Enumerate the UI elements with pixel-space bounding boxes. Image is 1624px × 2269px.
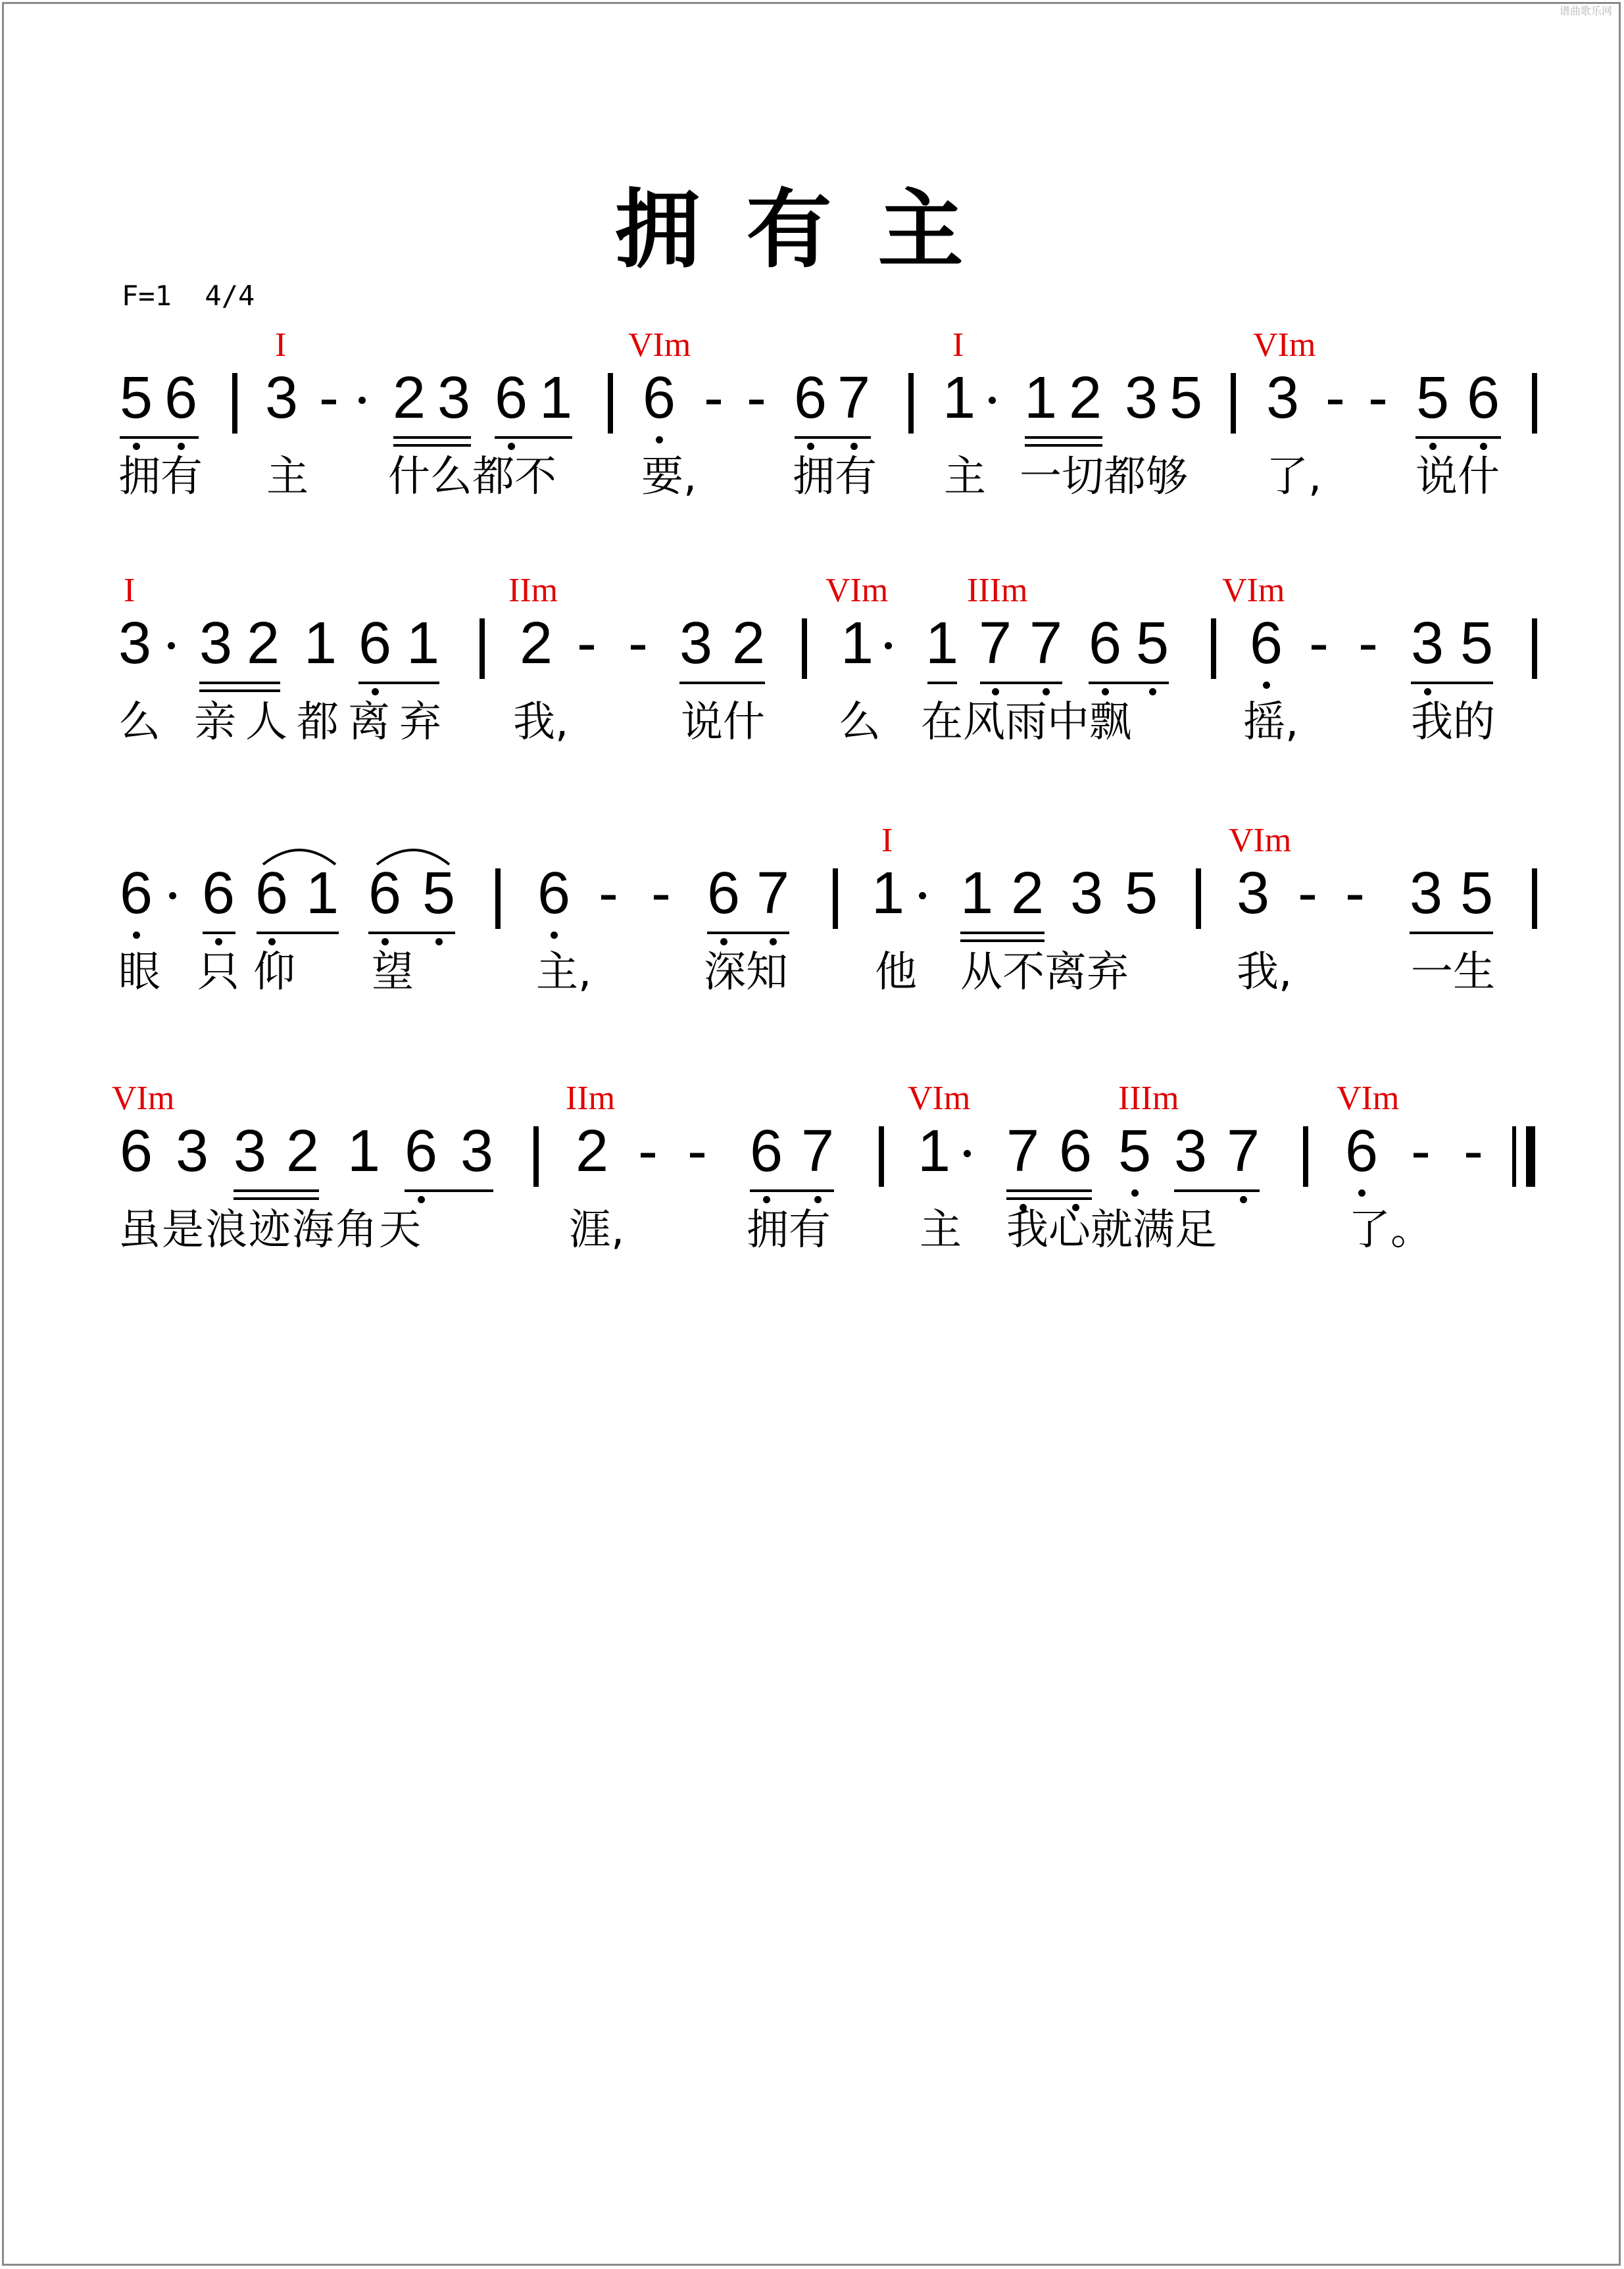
barline [879,1126,884,1187]
chord-label: VIm [908,1080,971,1117]
low-octave-dot [1240,1196,1247,1203]
barline [480,618,485,679]
lyric: 涯, [569,1206,625,1255]
lyric: 拥有 [747,1206,831,1255]
note: 5 [1460,611,1494,676]
note: 3 [437,365,471,431]
note: 6 [706,860,741,926]
lyric: 我, [513,698,569,747]
chord-label: VIm [1253,326,1316,364]
chord-label: VIm [825,572,889,609]
underline [203,932,235,934]
barline [1231,373,1236,434]
lyric: 拥有 [118,453,203,501]
barline [533,1126,539,1187]
lyric: 说什 [681,698,765,747]
note: 2 [1068,365,1102,431]
underline [120,436,199,439]
score-row-1 [0,326,1624,523]
final-barline-thin [1512,1126,1516,1187]
note: 6 [749,1118,783,1184]
page-title: 拥有主 [614,179,1010,280]
lyric: 深知 [704,948,788,997]
barline [908,373,914,434]
underline [393,436,471,439]
note: 2 [285,1118,320,1184]
note: 6 [1058,1118,1093,1184]
chord-label: IIm [566,1080,616,1117]
lyric: 从不离弃 [960,948,1129,997]
note: 6 [793,365,827,431]
note: - [638,1118,658,1184]
underline [368,932,455,934]
lyric: 仰 [253,948,295,997]
note: 5 [1135,611,1169,676]
lyric: 在风雨中飘 [921,698,1131,747]
note: 1 [840,611,874,676]
note: 6 [119,860,153,926]
note: - [687,1118,707,1184]
note: 3 [264,365,299,431]
note: - [1411,1118,1431,1184]
augmentation-dot [169,892,176,899]
note: 3 [1070,860,1104,926]
note: 3 [1236,860,1270,926]
augmentation-dot [358,397,366,404]
note: 3 [118,611,152,676]
underline [1174,1189,1260,1192]
lyric: 我心就满足 [1006,1206,1217,1255]
note: 6 [1344,1118,1379,1184]
note: 7 [978,611,1012,676]
lyric: 一生 [1411,948,1495,997]
chord-label: I [952,326,964,364]
underline [1415,436,1501,439]
note: 5 [1118,1118,1152,1184]
note: - [1345,860,1365,926]
note: 3 [1266,365,1300,431]
chord-label: VIm [628,326,691,364]
barline [1211,618,1216,679]
underline [679,682,765,684]
note: 5 [1415,365,1450,431]
note: 3 [460,1118,494,1184]
note: - [704,365,724,431]
barline [1532,868,1537,929]
underline [495,436,572,439]
low-octave-dot [435,938,443,945]
note: 2 [575,1118,609,1184]
underline [927,682,957,684]
note: - [1358,611,1378,676]
underline [980,682,1062,684]
underline [358,682,439,684]
note: 3 [679,611,713,676]
underline [234,1189,319,1192]
chord-label: I [881,822,893,859]
augmentation-dot [885,642,892,649]
underline [257,932,339,934]
note: - [628,611,648,676]
lyric: 么 [839,698,881,747]
barline [1196,868,1201,929]
chord-label: I [124,572,135,609]
lyric: 主 [944,453,986,501]
note: 5 [422,860,456,926]
note: 2 [731,611,766,676]
underline [1025,436,1102,439]
note: 1 [305,860,339,926]
note: 1 [539,365,573,431]
underline [405,1189,493,1192]
underline [795,436,871,439]
note: - [1309,611,1329,676]
underline [1089,682,1169,684]
lyric: 主 [266,453,308,501]
augmentation-dot [989,397,996,404]
note: 5 [1124,860,1158,926]
watermark: 谱曲歌乐网 [1559,5,1612,17]
note: - [1368,365,1388,431]
underline [199,682,280,684]
note: 6 [404,1118,438,1184]
note: 1 [1023,365,1058,431]
chord-label: VIm [1222,572,1285,609]
note: 6 [494,365,528,431]
note: - [599,860,618,926]
note: 2 [246,611,280,676]
note: 1 [347,1118,381,1184]
lyric: 只 [197,948,239,997]
note: 1 [406,611,440,676]
note: 7 [837,365,871,431]
note: - [747,365,766,431]
chord-label: VIm [1337,1080,1400,1117]
note: 2 [392,365,426,431]
lyric: 要, [641,453,697,501]
slur [374,841,453,867]
lyric: 拥有 [793,453,877,501]
lyric: 主 [920,1206,962,1255]
note: 1 [917,1118,951,1184]
lyric: 望 [372,948,414,997]
barline [495,868,501,929]
key-signature: F=1 4/4 [122,280,255,312]
note: 6 [255,860,289,926]
note: 7 [1226,1118,1260,1184]
note: - [1325,365,1345,431]
note: - [1298,860,1317,926]
chord-label: IIIm [1118,1080,1179,1117]
barline [232,373,237,434]
chord-label: VIm [112,1080,175,1117]
note: 6 [642,365,676,431]
note: 5 [1169,365,1203,431]
barline [1532,373,1537,434]
lyric: 他 [875,948,917,997]
note: 6 [358,611,392,676]
low-octave-dot [1149,688,1156,695]
note: 3 [199,611,233,676]
note: 6 [119,1118,153,1184]
barline [1532,618,1537,679]
note: 6 [537,860,571,926]
augmentation-dot [919,892,926,899]
barline [833,868,838,929]
score-row-3 [0,821,1624,1018]
note: 1 [303,611,337,676]
underline [707,932,789,934]
note: - [651,860,671,926]
final-barline-thick [1526,1126,1535,1187]
underline [750,1189,834,1192]
chord-label: I [275,326,287,364]
note: 3 [175,1118,209,1184]
barline [802,618,807,679]
chord-label: IIm [508,572,558,609]
note: - [577,611,597,676]
note: 1 [871,860,905,926]
lyric: 虽是浪迹海角天 [118,1206,422,1255]
score-row-2 [0,571,1624,768]
lyric: 摇, [1243,698,1299,747]
barline [1303,1126,1308,1187]
note: 3 [1173,1118,1208,1184]
lyric: 我, [1237,948,1292,997]
note: 6 [1249,611,1283,676]
note: 6 [1088,611,1122,676]
note: 3 [1409,860,1443,926]
note: 2 [1010,860,1045,926]
note: - [1464,1118,1483,1184]
lyric: 亲人都离弃 [194,698,451,747]
lyric: 我的 [1411,698,1495,747]
note: 2 [519,611,553,676]
augmentation-dot [168,642,175,649]
note: 3 [233,1118,267,1184]
lyric: 一切都够 [1020,453,1188,501]
augmentation-dot [964,1150,971,1157]
slur [260,841,339,867]
lyric: 主, [536,948,592,997]
note: 3 [1124,365,1158,431]
chord-label: VIm [1229,822,1292,859]
note: 5 [1460,860,1494,926]
note: 7 [756,860,790,926]
note: 7 [800,1118,835,1184]
note: 6 [164,365,198,431]
lyric: 说什 [1415,453,1500,501]
note: 6 [368,860,402,926]
note: 1 [925,611,959,676]
barline [608,373,613,434]
note: - [319,365,339,431]
chord-label: IIIm [967,572,1028,609]
lyric: 什么都不 [388,453,556,501]
lyric: 眼 [118,948,160,997]
underline [960,932,1045,934]
lyric: 了。 [1348,1206,1433,1255]
score-row-4 [0,1079,1624,1276]
note: 6 [201,860,235,926]
note: 1 [960,860,994,926]
underline [1411,682,1493,684]
lyric: 么 [118,698,160,747]
note: 1 [942,365,976,431]
underline [1410,932,1493,934]
note: 7 [1006,1118,1040,1184]
underline [1006,1189,1092,1192]
note: 7 [1029,611,1063,676]
note: 5 [119,365,153,431]
note: 3 [1410,611,1444,676]
note: 6 [1466,365,1500,431]
lyric: 了, [1266,453,1322,501]
